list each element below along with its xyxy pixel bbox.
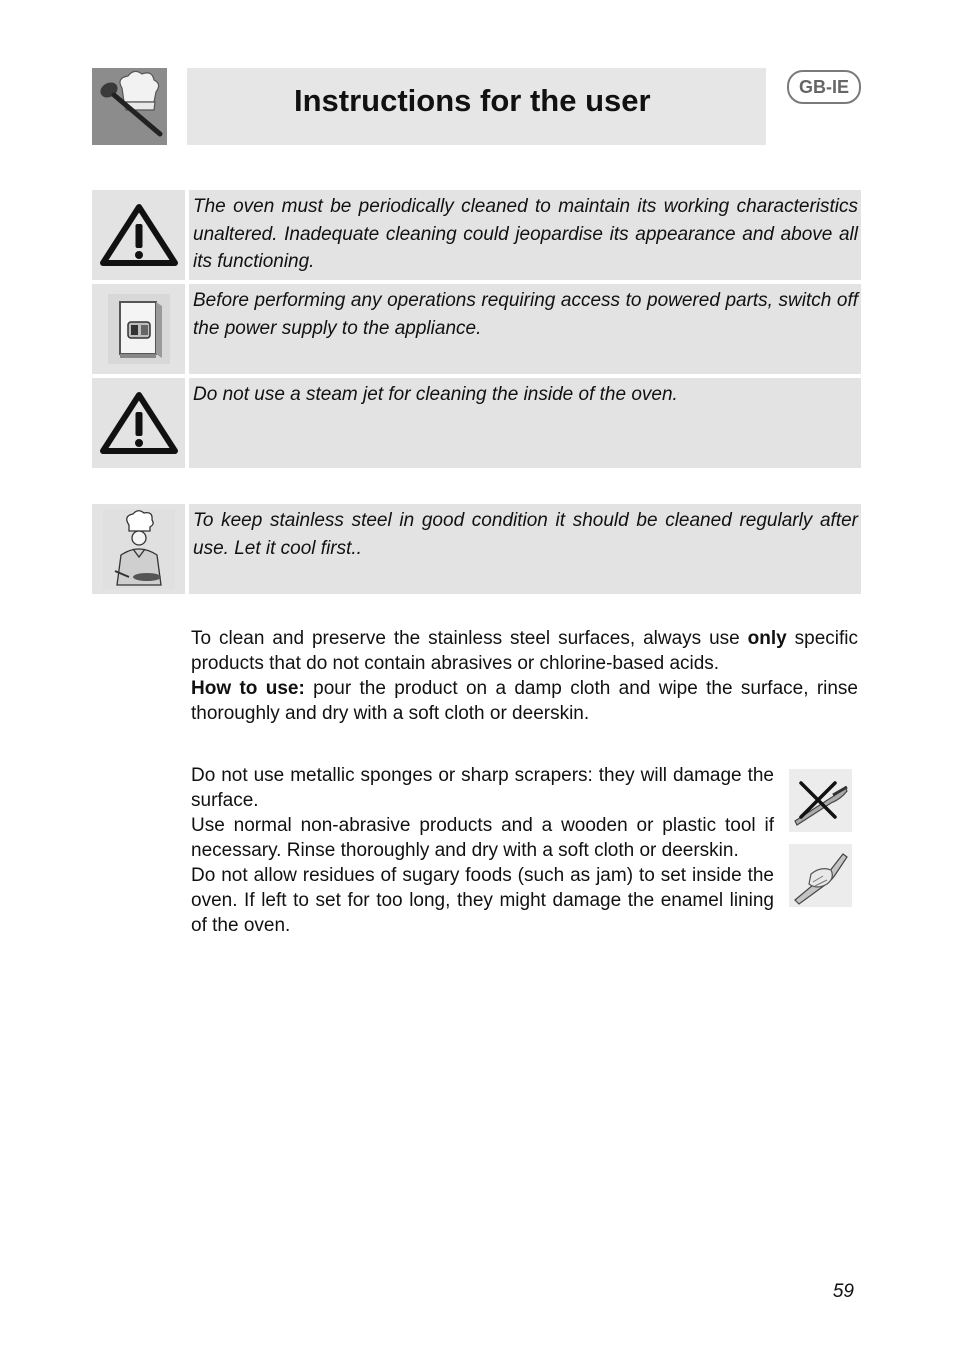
cloth-wipe-icon [789,844,852,907]
notice-stainless [189,504,861,594]
warning-triangle-icon [92,378,185,468]
crossed-scraper-icon [789,769,852,832]
page-number: 59 [832,1281,854,1302]
region-badge: GB-IE [787,70,861,104]
tip-sugary-residues: Do not allow residues of sugary foods (such as jam) to set inside the oven. If left to set for too long, they might damage the enamel lining of the oven. [191,865,774,936]
how-to-use-text: pour the product on a damp cloth and wipe the surface, rinse thoroughly and dry with a soft cloth or deerskin. [191,678,858,724]
notice-text: To keep stainless steel in good condition it should be cleaned regularly after use. Let it cool first.. [193,510,858,559]
stainless-steel-paragraph [191,626,858,726]
notice-text: Before performing any operations requiring access to powered parts, switch off the power supply to the appliance. [193,290,858,339]
emphasis-only: only [747,628,787,649]
cleaning-tips-paragraph [191,763,774,938]
notice-power [189,284,861,374]
title-banner [187,68,766,145]
notice-cleaning [189,190,861,280]
paragraph-text: specific products that do not contain abrasives or chlorine-based acids. [191,628,858,674]
notice-steam [189,378,861,468]
warning-triangle-icon [92,190,185,280]
chef-icon [92,504,185,594]
tip-metal-sponges: Do not use metallic sponges or sharp scrapers: they will damage the surface. [191,765,774,811]
chef-hat-spoon-icon [92,68,167,145]
power-switch-icon [92,284,185,374]
page-title: Instructions for the user [294,83,651,118]
how-to-use-label: How to use: [191,678,305,699]
paragraph-text: To clean and preserve the stainless steel surfaces, always use [191,628,748,649]
notice-text: Do not use a steam jet for cleaning the inside of the oven. [193,384,678,405]
tip-non-abrasive: Use normal non-abrasive products and a wooden or plastic tool if necessary. Rinse thoroughly and dry with a soft cloth or deerskin. [191,815,774,861]
notice-text: The oven must be periodically cleaned to maintain its working characteristics unaltered. Inadequate cleaning could jeopardise its appearance and above all its functioning. [193,196,858,272]
